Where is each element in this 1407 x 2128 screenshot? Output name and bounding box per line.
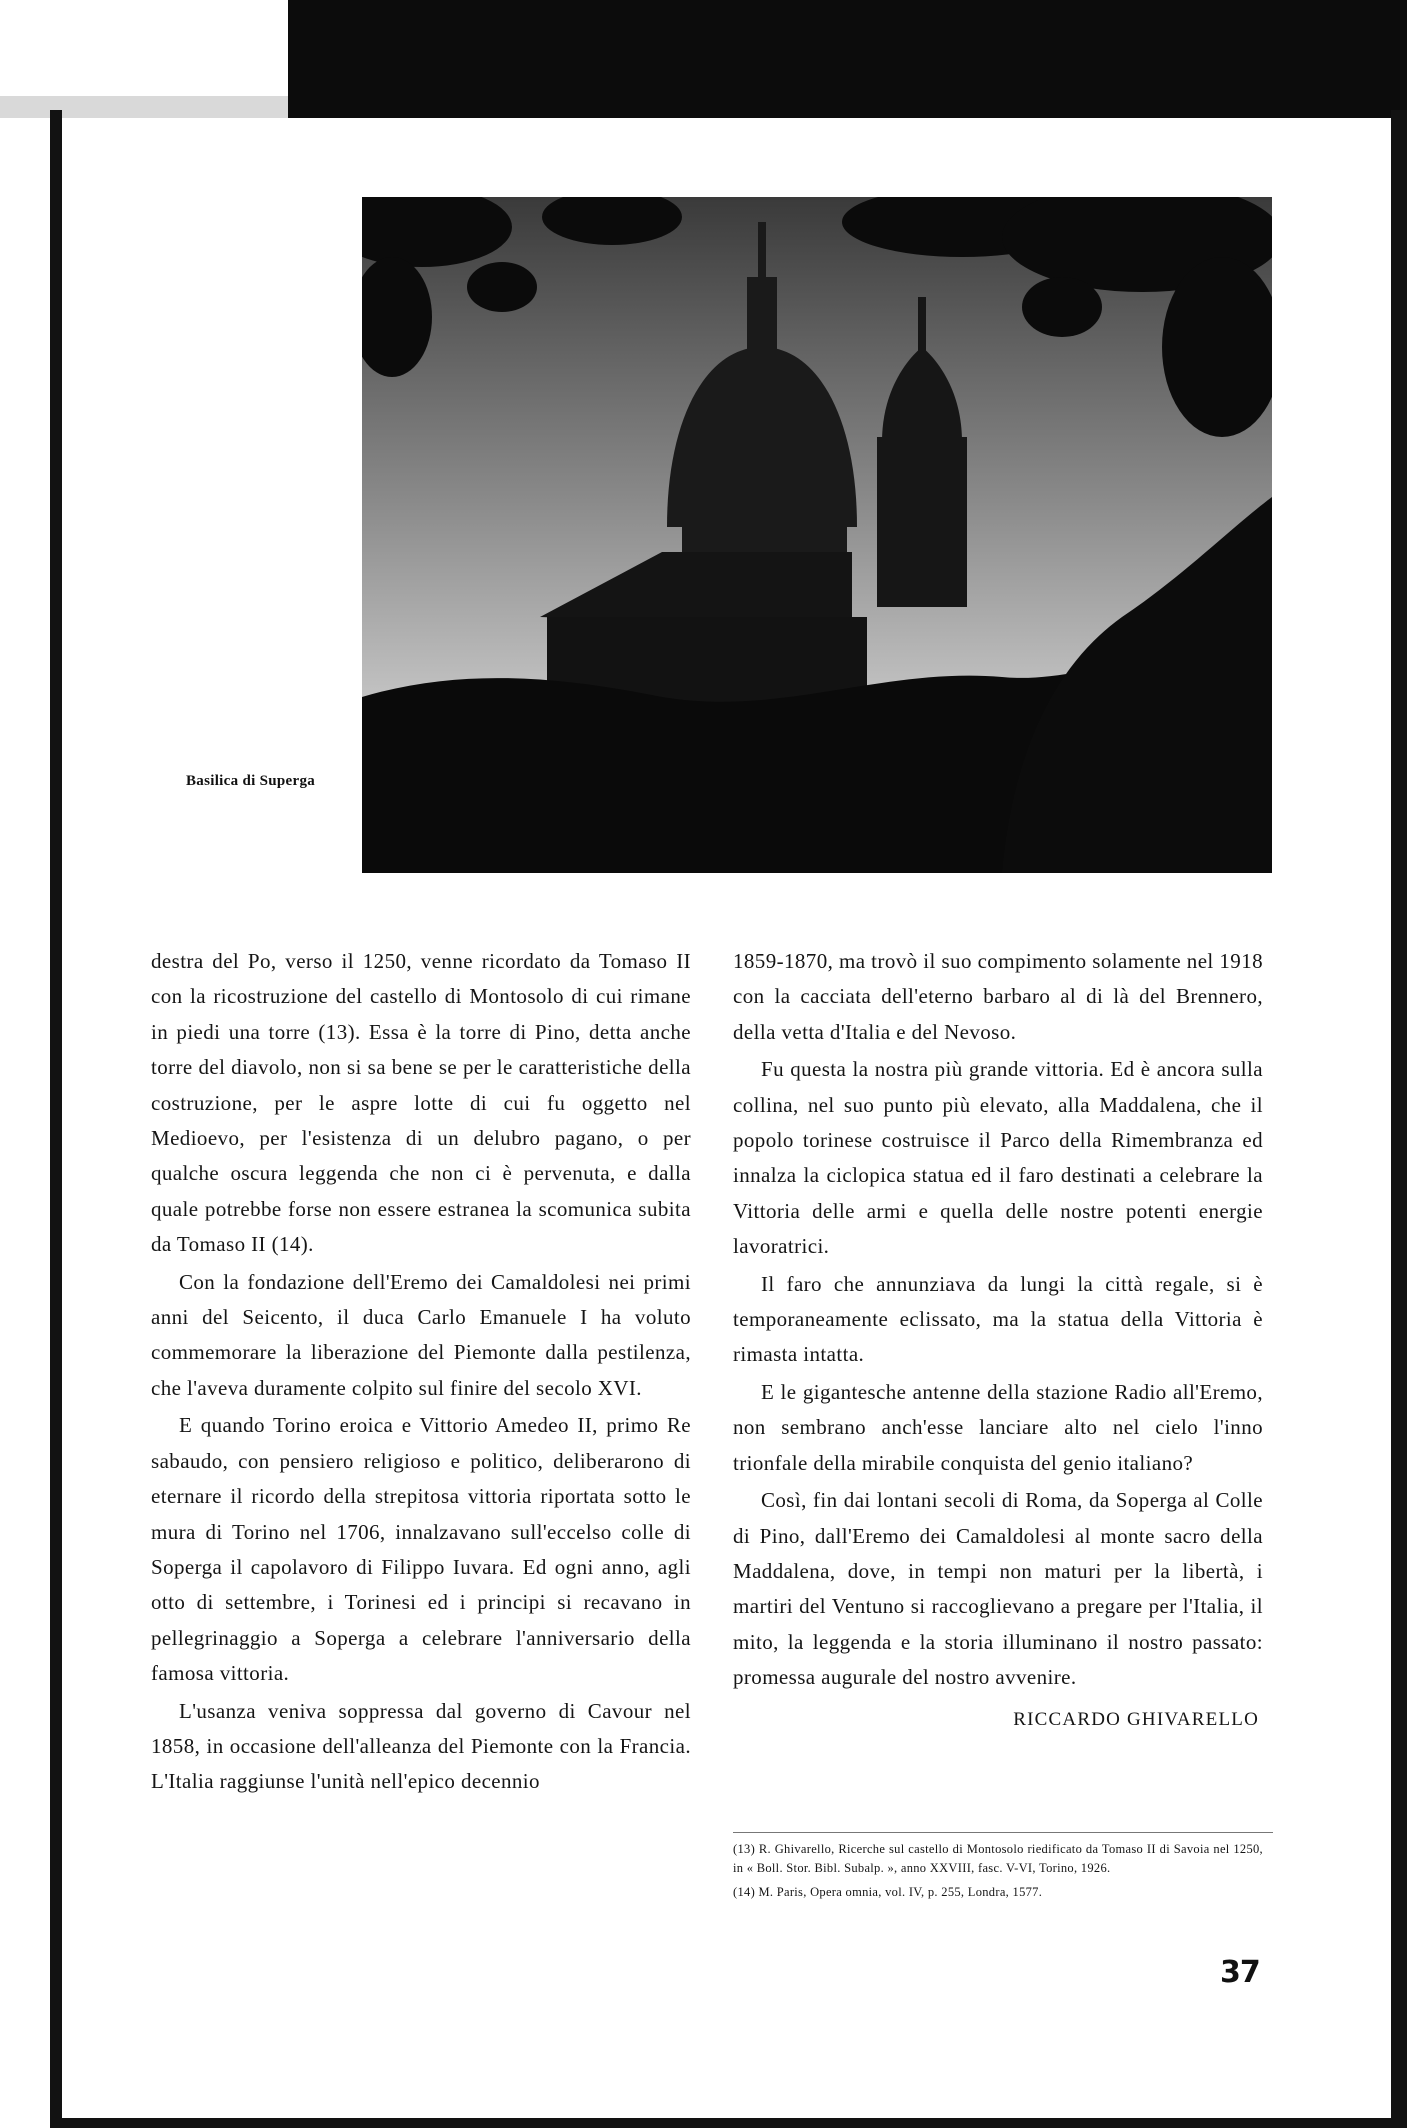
footnote-14: (14) M. Paris, Opera omnia, vol. IV, p. 255, Londra, 1577. <box>733 1885 1043 1899</box>
text-column-left <box>151 944 691 1800</box>
basilica-photo <box>362 197 1272 873</box>
paragraph: 1859-1870, ma trovò il suo compimento solamente nel 1918 con la cacciata dell'eterno barbaro al di là del Brennero, della vetta d'Italia e del Nevoso. <box>733 949 1263 1044</box>
paragraph: Il faro che annunziava da lungi la città regale, si è temporaneamente eclissato, ma la statua della Vittoria è rimasta intatta. <box>733 1271 1263 1367</box>
scan-left-border <box>50 110 62 2128</box>
paragraph: Con la fondazione dell'Eremo dei Camaldolesi nei primi anni del Seicento, il duca Carlo Emanuele I ha voluto commemorare la liberazione del Piemonte dalla pestilenza, che l'aveva duramente colpito sul finire del secolo XVI. <box>151 1269 691 1400</box>
footnote-rule <box>733 1832 1273 1833</box>
text-column-right <box>733 944 1263 1737</box>
page-number: 37 <box>1220 1955 1260 1990</box>
paragraph: E le gigantesche antenne della stazione Radio all'Eremo, non sembrano anch'esse lanciare alto nel cielo l'inno trionfale della mirabile conquista del genio italiano? <box>733 1379 1263 1475</box>
author-signature: RICCARDO GHIVARELLO <box>1013 1708 1259 1730</box>
scan-bottom-border <box>50 2118 1407 2128</box>
paragraph: Fu questa la nostra più grande vittoria. Ed è ancora sulla collina, nel suo punto più elevato, alla Maddalena, che il popolo torinese costruisce il Parco della Rimembranza ed innalza la ciclopica statua ed il faro destinati a celebrare la Vittoria delle armi e quella delle nostre potenti energie lavoratrici. <box>733 1057 1263 1259</box>
footnotes <box>733 1840 1263 1907</box>
paragraph: L'usanza veniva soppressa dal governo di Cavour nel 1858, in occasione dell'alleanza del Piemonte con la Francia. L'Italia raggiunse l'unità nell'epico decennio <box>151 1698 691 1794</box>
footnote-13: (13) R. Ghivarello, Ricerche sul castello di Montosolo riedificato da Tomaso II di Savoia nel 1250, in « Boll. Stor. Bibl. Subalp. », anno XXVIII, fasc. V-VI, Torino, 1926. <box>733 1842 1263 1875</box>
photo-caption: Basilica di Superga <box>186 773 316 789</box>
basilica-silhouette <box>362 197 1272 873</box>
scan-right-border <box>1391 110 1407 2128</box>
scan-top-gap-shade <box>0 96 288 118</box>
paragraph: Così, fin dai lontani secoli di Roma, da Soperga al Colle di Pino, dall'Eremo dei Camaldolesi al monte sacro della Maddalena, dove, in tempi non maturi per la libertà, i martiri del Ventuno si raccoglievano a pregare per l'Italia, il mito, la leggenda e la storia illuminano il nostro passato: promessa augurale del nostro avvenire. <box>733 1488 1263 1690</box>
scan-top-gap <box>0 0 288 108</box>
paragraph: E quando Torino eroica e Vittorio Amedeo II, primo Re sabaudo, con pensiero religioso e politico, deliberarono di eternare il ricordo della strepitosa vittoria riportata sotto le mura di Torino nel 1706, innalzavano sull'eccelso colle di Soperga il capolavoro di Filippo Iuvara. Ed ogni anno, agli otto di settembre, i Torinesi ed i principi si recavano in pellegrinaggio a Soperga a celebrare l'anniversario della famosa vittoria. <box>151 1413 691 1686</box>
paragraph: destra del Po, verso il 1250, venne ricordato da Tomaso II con la ricostruzione del castello di Montosolo di cui rimane in piedi una torre (13). Essa è la torre di Pino, detta anche torre del diavolo, non si sa bene se per le caratteristiche della costruzione, per le aspre lotte di cui fu oggetto nel Medioevo, per l'esistenza di un delubro pagano, o per qualche oscura leggenda che non ci è pervenuta, e dalla quale potrebbe forse non essere estranea la scomunica subita da Tomaso II (14). <box>151 949 691 1257</box>
